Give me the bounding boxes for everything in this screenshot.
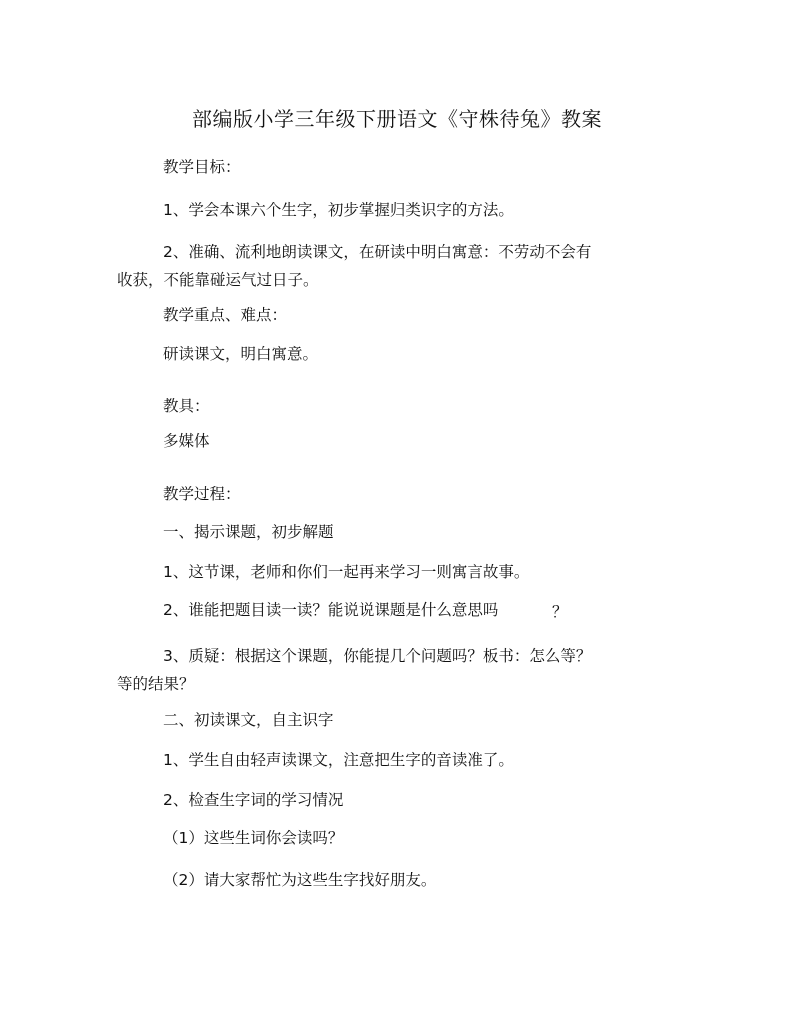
process-step-1-item-2: 2、谁能把题目读一读？能说说课题是什么意思吗 [163,601,499,619]
process-step-1-item-1: 1、这节课，老师和你们一起再来学习一则寓言故事。 [163,563,530,581]
process-step-1-item-2-question-mark: ？ [552,603,568,621]
process-step-2-sub-item-2: （2）请大家帮忙为这些生字找好朋友。 [163,871,437,889]
process-step-2-item-1: 1、学生自由轻声读课文，注意把生字的音读准了。 [163,751,514,769]
process-step-2-sub-item-1: （1）这些生词你会读吗？ [163,829,344,847]
process-step-1-item-3 [117,642,633,698]
process-step-1-item-3-line-1: 3、质疑：根据这个课题，你能提几个问题吗？板书：怎么等？ [163,647,592,665]
process-step-1-item-3-line-2: 等的结果？ [117,675,195,693]
objective-item-1: 1、学会本课六个生字，初步掌握归类识字的方法。 [163,201,514,219]
materials-text: 多媒体 [163,432,210,450]
process-step-2-heading: 二、初读课文，自主识字 [163,711,334,729]
section-heading-key-points: 教学重点、难点： [163,306,288,324]
objective-item-2-line-1: 2、准确、流利地朗读课文，在研读中明白寓意：不劳动不会有 [163,243,592,261]
objective-item-2 [117,238,633,294]
section-heading-process: 教学过程： [163,485,241,503]
process-step-2-item-2: 2、检查生字词的学习情况 [163,791,344,809]
section-heading-objectives: 教学目标： [163,158,241,176]
process-step-1-heading: 一、揭示课题，初步解题 [163,523,334,541]
objective-item-2-line-2: 收获，不能靠碰运气过日子。 [117,271,319,289]
key-points-text: 研读课文，明白寓意。 [163,345,319,363]
section-heading-materials: 教具： [163,397,210,415]
document-title: 部编版小学三年级下册语文《守株待兔》教案 [192,107,602,131]
